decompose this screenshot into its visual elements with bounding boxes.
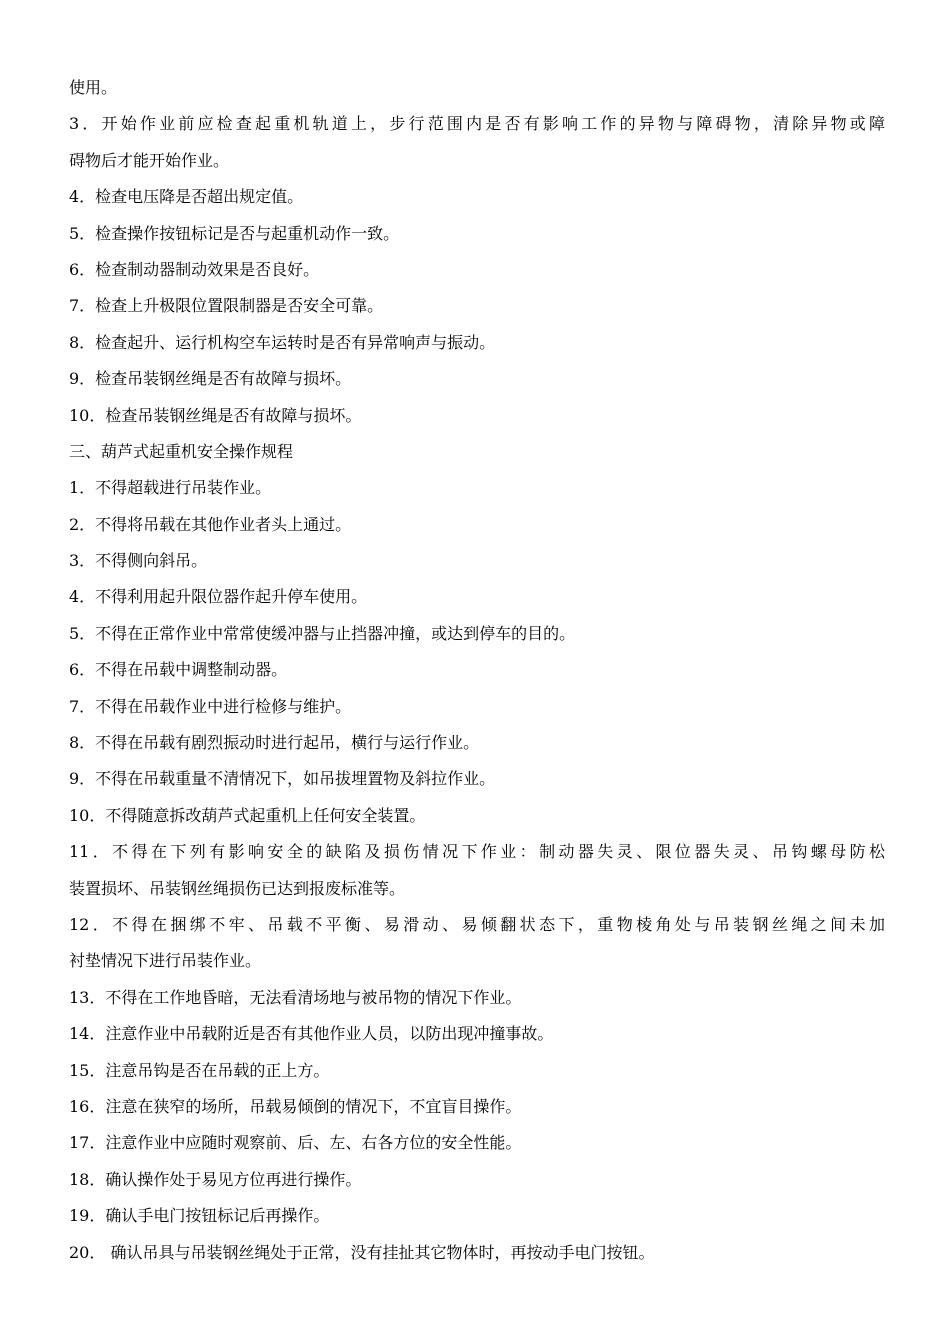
paragraph-line: 9．不得在吊载重量不清情况下，如吊拔埋置物及斜拉作业。 <box>69 769 496 789</box>
paragraph-line: 15．注意吊钩是否在吊载的正上方。 <box>69 1060 330 1080</box>
paragraph-line: 3．不得侧向斜吊。 <box>69 551 208 571</box>
paragraph-line: 使用。 <box>69 78 118 97</box>
paragraph-line: 12．不得在捆绑不牢、吊载不平衡、易滑动、易倾翻状态下，重物棱角处与吊装钢丝绳之间未加 <box>69 914 885 934</box>
paragraph-line: 2．不得将吊载在其他作业者头上通过。 <box>69 514 352 534</box>
paragraph-line: 7．检查上升极限位置限制器是否安全可靠。 <box>69 296 384 316</box>
paragraph-line: 13．不得在工作地昏暗，无法看清场地与被吊物的情况下作业。 <box>69 987 522 1007</box>
paragraph-line: 17．注意作业中应随时观察前、后、左、右各方位的安全性能。 <box>69 1133 522 1153</box>
paragraph-line: 5．不得在正常作业中常常使缓冲器与止挡器冲撞，或达到停车的目的。 <box>69 623 576 643</box>
document-body <box>69 70 885 1271</box>
paragraph-line: 6．检查制动器制动效果是否良好。 <box>69 259 320 279</box>
paragraph-line: 衬垫情况下进行吊装作业。 <box>69 951 262 971</box>
paragraph-line: 碍物后才能开始作业。 <box>69 150 230 170</box>
paragraph-line: 20． 确认吊具与吊装钢丝绳处于正常，没有挂扯其它物体时，再按动手电门按钮。 <box>69 1242 655 1262</box>
paragraph-line: 10．检查吊装钢丝绳是否有故障与损坏。 <box>69 405 362 425</box>
paragraph-line: 5．检查操作按钮标记是否与起重机动作一致。 <box>69 223 400 243</box>
paragraph-line: 9．检查吊装钢丝绳是否有故障与损坏。 <box>69 369 352 389</box>
section-heading: 三、葫芦式起重机安全操作规程 <box>69 441 294 461</box>
paragraph-line: 19．确认手电门按钮标记后再操作。 <box>69 1206 330 1226</box>
paragraph-line: 14．注意作业中吊载附近是否有其他作业人员，以防出现冲撞事故。 <box>69 1024 554 1044</box>
paragraph-line: 11．不得在下列有影响安全的缺陷及损伤情况下作业：制动器失灵、限位器失灵、吊钩螺母防松 <box>69 842 885 862</box>
paragraph-line: 8．检查起升、运行机构空车运转时是否有异常响声与振动。 <box>69 332 496 352</box>
paragraph-line: 18．确认操作处于易见方位再进行操作。 <box>69 1169 362 1189</box>
paragraph-line: 4．检查电压降是否超出规定值。 <box>69 187 304 207</box>
paragraph-line: 3．开始作业前应检查起重机轨道上，步行范围内是否有影响工作的异物与障碍物，清除异物或障 <box>69 114 885 134</box>
paragraph-line: 16．注意在狭窄的场所，吊载易倾倒的情况下，不宜盲目操作。 <box>69 1096 522 1116</box>
paragraph-line: 8．不得在吊载有剧烈振动时进行起吊，横行与运行作业。 <box>69 733 480 753</box>
paragraph-line: 1．不得超载进行吊装作业。 <box>69 478 272 498</box>
paragraph-line: 10．不得随意拆改葫芦式起重机上任何安全装置。 <box>69 805 426 825</box>
paragraph-line: 7．不得在吊载作业中进行检修与维护。 <box>69 696 352 716</box>
paragraph-line: 4．不得利用起升限位器作起升停车使用。 <box>69 587 368 607</box>
paragraph-line: 装置损坏、吊装钢丝绳损伤已达到报废标准等。 <box>69 878 406 898</box>
paragraph-line: 6．不得在吊载中调整制动器。 <box>69 660 288 680</box>
